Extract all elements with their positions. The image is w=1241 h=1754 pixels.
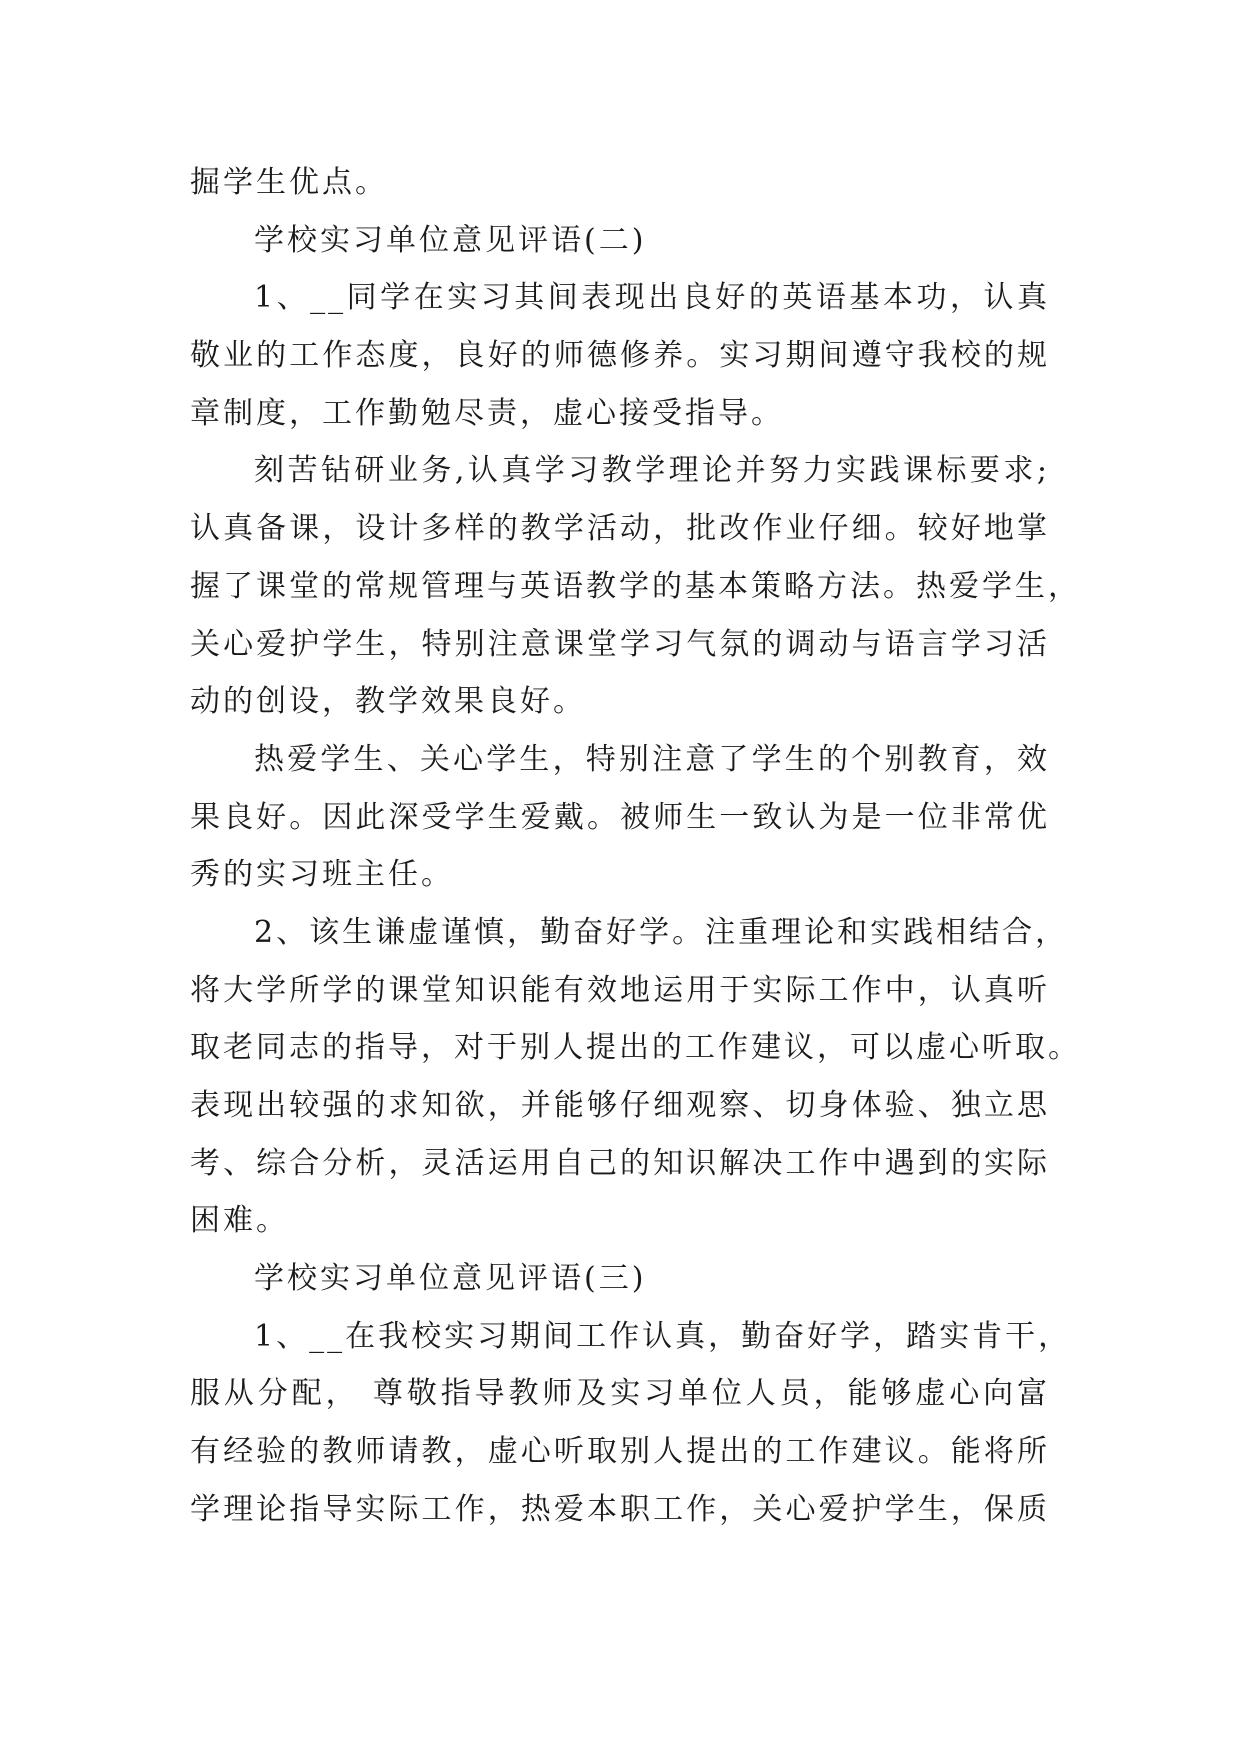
text-line-13: 秀的实习班主任。 [190, 857, 454, 893]
text-line-23: 有经验的教师请教，虚心听取别人提出的工作建议。能将所 [190, 1434, 1050, 1470]
text-line-8: 握了课堂的常规管理与英语教学的基本策略方法。热爱学生， [190, 568, 1081, 604]
text-line-17: 表现出较强的求知欲，并能够仔细观察、切身体验、独立思 [190, 1088, 1050, 1123]
text-line-5: 章制度，工作勤勉尽责，虚心接受指导。 [190, 395, 784, 431]
text-line-19: 困难。 [190, 1203, 289, 1239]
document-page [190, 154, 1081, 1539]
text-line-9: 关心爱护学生，特别注意课堂学习气氛的调动与语言学习活 [190, 626, 1050, 662]
text-line-24: 学理论指导实际工作，热爱本职工作，关心爱护学生，保质 [190, 1491, 1050, 1527]
section-heading-2: 学校实习单位意见评语(二) [254, 222, 647, 258]
text-line-16: 取老同志的指导，对于别人提出的工作建议，可以虚心听取。 [190, 1030, 1081, 1066]
text-line-11: 热爱学生、关心学生，特别注意了学生的个别教育，效 [254, 741, 1050, 777]
text-line-4: 敬业的工作态度，良好的师德修养。实习期间遵守我校的规 [190, 338, 1050, 374]
text-line-6: 刻苦钻研业务,认真学习教学理论并努力实践课标要求; [254, 453, 1050, 489]
text-line-22: 服从分配， 尊敬指导教师及实习单位人员，能够虚心向富 [190, 1376, 1050, 1412]
text-line-14: 2、该生谦虚谨慎，勤奋好学。注重理论和实践相结合， [254, 914, 1069, 950]
text-line-18: 考、综合分析，灵活运用自己的知识解决工作中遇到的实际 [190, 1145, 1050, 1181]
section-heading-3: 学校实习单位意见评语(三) [254, 1261, 647, 1297]
text-line-7: 认真备课，设计多样的教学活动，批改作业仔细。较好地掌 [190, 511, 1050, 547]
text-line-12: 果良好。因此深受学生爱戴。被师生一致认为是一位非常优 [190, 799, 1050, 835]
text-line-10: 动的创设，教学效果良好。 [190, 684, 586, 720]
text-line-21: 1、__在我校实习期间工作认真，勤奋好学，踏实肯干， [254, 1318, 1072, 1354]
text-line-1: 掘学生优点。 [190, 165, 388, 200]
text-line-3: 1、__同学在实习其间表现出良好的英语基本功，认真 [254, 280, 1050, 316]
text-line-15: 将大学所学的课堂知识能有效地运用于实际工作中，认真听 [190, 972, 1050, 1008]
